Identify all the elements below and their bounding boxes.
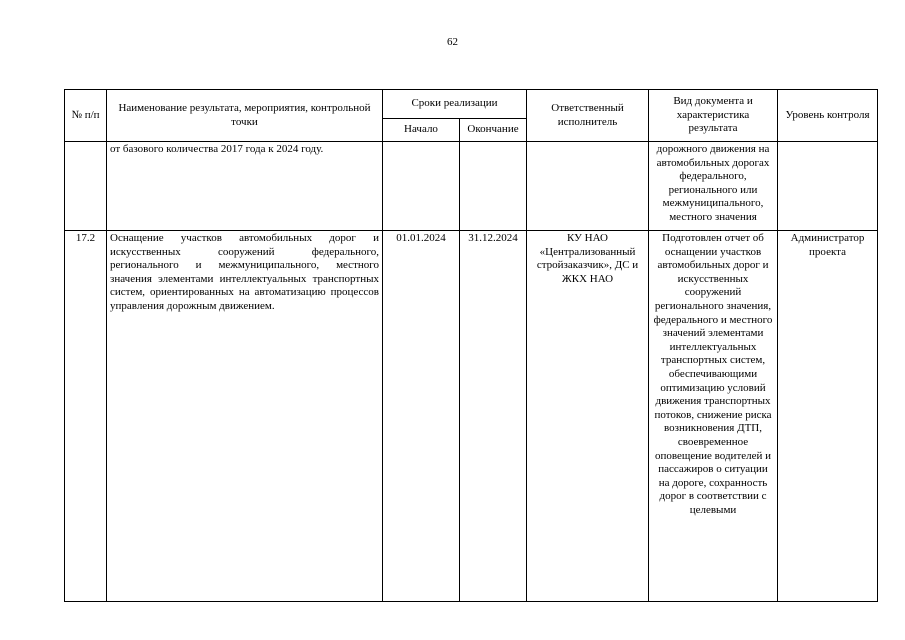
header-row-1: [65, 90, 878, 119]
header-document: Вид документа и характеристика результата: [649, 90, 778, 142]
cell-num: [65, 142, 107, 231]
header-end: Окончание: [460, 119, 527, 142]
cell-name: Оснащение участков автомобильных дорог и искусственных сооружений федерального, регионального и межмуниципального, местного значения элементами интеллектуальных транспортных систем, ориентированных на автоматизацию процессов управления дорожным движением.: [107, 231, 383, 602]
header-num: № п/п: [65, 90, 107, 142]
cell-level: [778, 142, 878, 231]
cell-document: Подготовлен отчет об оснащении участков автомобильных дорог и искусственных сооружений регионального значения, федерального и местного значений элементами интеллектуальных транспортных систем, обеспечивающими оптимизацию условий движения транспортных потоков, снижение риска возникновения ДТП, своевременное оповещение водителей и пассажиров о ситуации на дороге, сохранность дорог в соответствии с целевыми: [649, 231, 778, 602]
table-row: [65, 231, 878, 602]
cell-executor: [527, 142, 649, 231]
header-terms: Сроки реализации: [383, 90, 527, 119]
page-number: 62: [447, 36, 458, 48]
header-start: Начало: [383, 119, 460, 142]
header-name: Наименование результата, мероприятия, контрольной точки: [107, 90, 383, 142]
cell-executor: КУ НАО «Централизованный стройзаказчик», ДС и ЖКХ НАО: [527, 231, 649, 602]
cell-level: Администратор проекта: [778, 231, 878, 602]
cell-name: от базового количества 2017 года к 2024 году.: [107, 142, 383, 231]
cell-num: 17.2: [65, 231, 107, 602]
table-row: [65, 142, 878, 231]
cell-end: [460, 142, 527, 231]
header-executor: Ответственный исполнитель: [527, 90, 649, 142]
header-level: Уровень контроля: [778, 90, 878, 142]
cell-start: [383, 142, 460, 231]
plan-table: [64, 89, 878, 602]
cell-document: дорожного движения на автомобильных дорогах федерального, регионального или межмуниципального, местного значения: [649, 142, 778, 231]
cell-start: 01.01.2024: [383, 231, 460, 602]
cell-end: 31.12.2024: [460, 231, 527, 602]
